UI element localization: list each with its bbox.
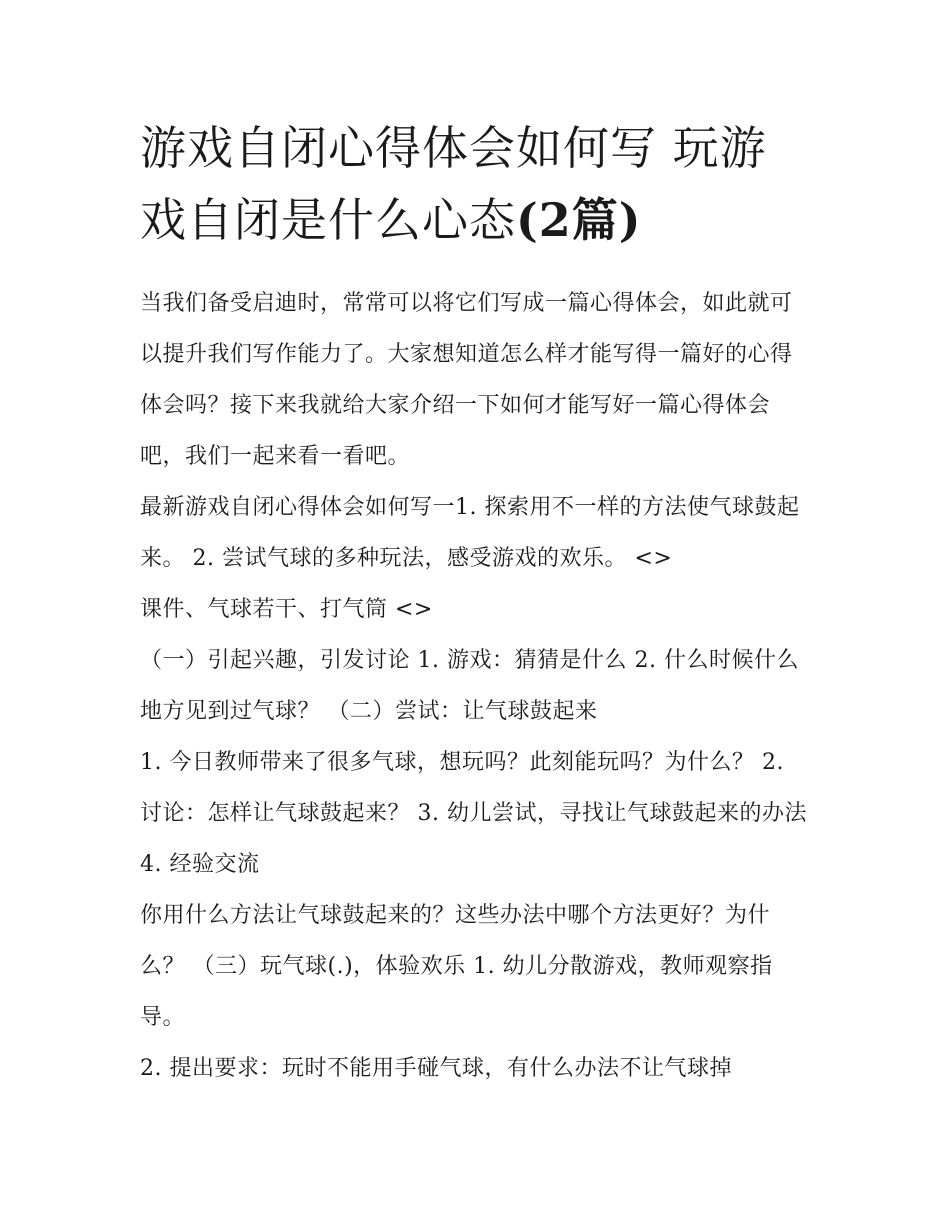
paragraph-step-one: （一）引起兴趣，引发讨论 1. 游戏：猜猜是什么 2. 什么时候什么地方见到过气球？ （二）尝试：让气球鼓起来 [140, 648, 799, 724]
paragraph-materials: 课件、气球若干、打气筒 <> [140, 597, 433, 622]
title-suffix: (2篇) [516, 193, 642, 247]
paragraph-requirement: 2. 提出要求：玩时不能用手碰气球，有什么办法不让气球掉 [140, 1056, 732, 1081]
paragraph-step-three: 你用什么方法让气球鼓起来的？这些办法中哪个方法更好？为什么？ （三）玩气球(.)，体验欢乐 1. 幼儿分散游戏，教师观察指导。 [140, 903, 773, 1030]
paragraph-step-two: 1. 今日教师带来了很多气球，想玩吗？此刻能玩吗？为什么？ 2. 讨论：怎样让气球鼓起来？ 3. 幼儿尝试，寻找让气球鼓起来的办法 4. 经验交流 [140, 750, 807, 877]
paragraph-intro: 当我们备受启迪时，常常可以将它们写成一篇心得体会，如此就可以提升我们写作能力了。大家想知道怎么样才能写得一篇好的心得体会吗？接下来我就给大家介绍一下如何才能写好一篇心得体会吧，我们一起来看一看吧。 [140, 291, 793, 469]
document-title [140, 112, 812, 256]
document-page [140, 112, 812, 1094]
title-main: 游戏自闭心得体会如何写 玩游戏自闭是什么心态 [140, 121, 767, 247]
paragraph-goals: 最新游戏自闭心得体会如何写一1. 探索用不一样的方法使气球鼓起来。 2. 尝试气球的多种玩法，感受游戏的欢乐。 <> [140, 495, 800, 571]
